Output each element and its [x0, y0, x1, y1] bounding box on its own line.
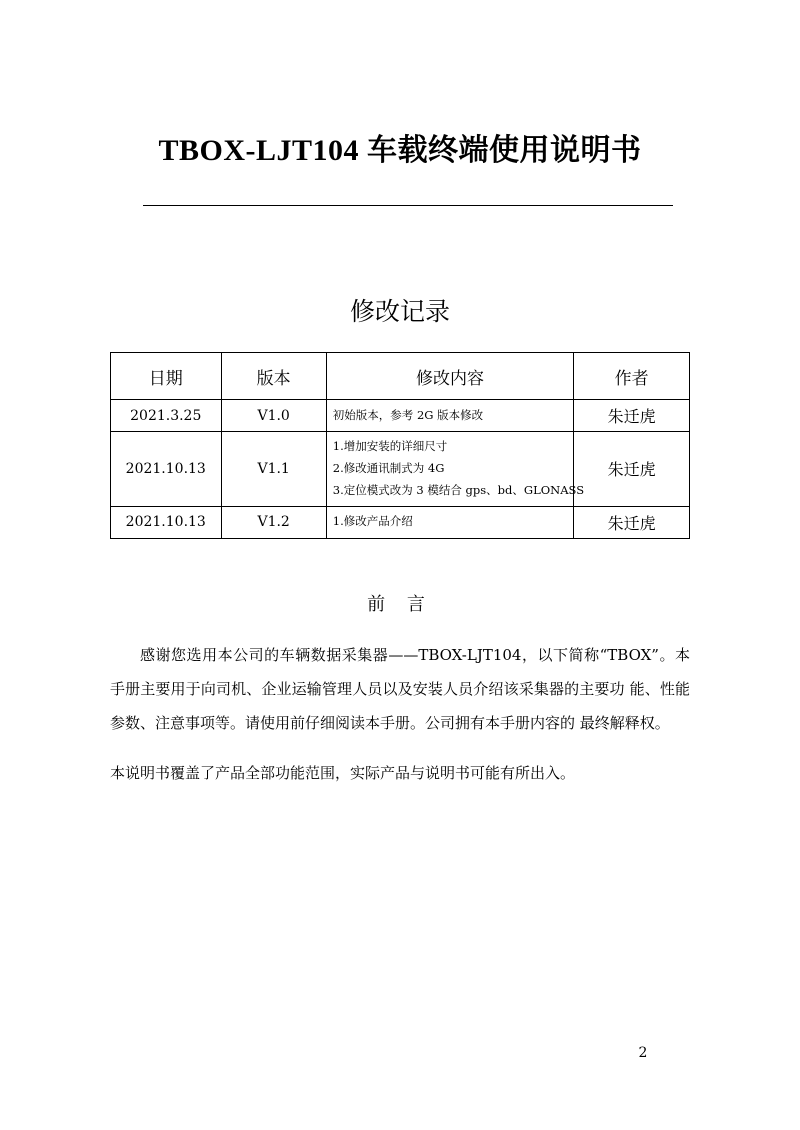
cell-version: V1.0 [221, 400, 326, 432]
preface-heading: 前 言 [367, 594, 433, 615]
revision-history-table [110, 352, 690, 539]
column-header-author: 作者 [574, 353, 690, 400]
cell-date: 2021.10.13 [111, 506, 222, 538]
cell-date: 2021.10.13 [111, 432, 222, 507]
cell-version: V1.1 [221, 432, 326, 507]
section-heading-revision: 修改记录 [349, 297, 450, 326]
page-title: TBOX-LJT104 车载终端使用说明书 [158, 134, 642, 167]
title-divider [143, 205, 673, 206]
column-header-version: 版本 [221, 353, 326, 400]
cell-content [326, 432, 585, 507]
content-line: 1.增加安装的详细尺寸 [332, 439, 448, 453]
content-line: 2.修改通讯制式为 4G [332, 460, 445, 475]
cell-version: V1.2 [221, 506, 326, 538]
page-number [0, 1045, 800, 1061]
preface-body [110, 638, 690, 790]
preface-paragraph-2: 本说明书覆盖了产品全部功能范围，实际产品与说明书可能有所出入。 [110, 764, 576, 782]
cell-author: 朱迁虎 [574, 432, 690, 507]
table-row [111, 506, 690, 538]
table-row [111, 400, 690, 432]
cell-author: 朱迁虎 [574, 506, 690, 538]
column-header-date: 日期 [111, 353, 222, 400]
cell-date: 2021.3.25 [111, 400, 222, 432]
page-number-value: 2 [638, 1045, 648, 1061]
preface-paragraph-1: 感谢您选用本公司的车辆数据采集器——TBOX-LJT104，以下简称“TBOX”。本手册主要用于向司机、企业运输管理人员以及安装人员介绍该采集器的主要功 能、性能参数、注意事项等。请使用前仔细阅读本手册。公司拥有本手册内容的 最终解释权。 [110, 646, 690, 732]
content-line: 3.定位模式改为 3 模结合 gps、bd、GLONASS [332, 482, 585, 497]
table-row [111, 432, 690, 507]
content-line: 初始版本，参考 2G 版本修改 [332, 407, 484, 422]
cell-content [326, 506, 573, 538]
column-header-content: 修改内容 [326, 353, 573, 400]
content-line: 1.修改产品介绍 [332, 514, 413, 529]
table-header-row [111, 353, 690, 400]
cell-content [326, 400, 573, 432]
cell-author: 朱迁虎 [574, 400, 690, 432]
